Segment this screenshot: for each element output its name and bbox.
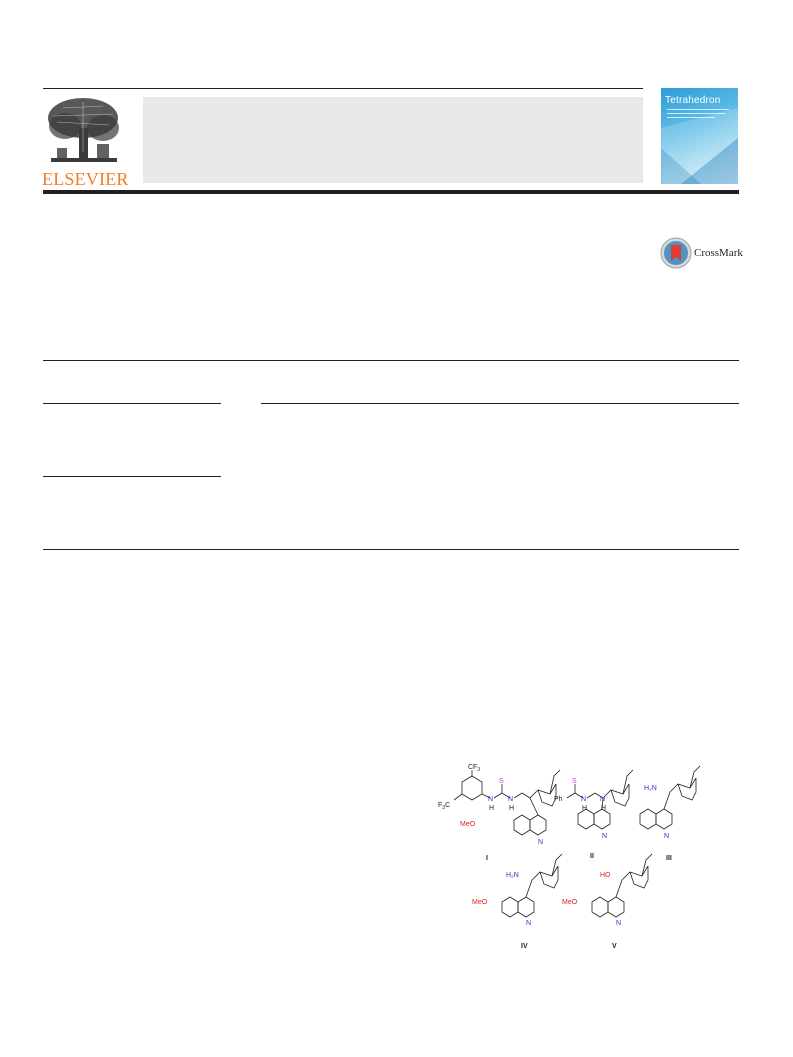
- compound-label: II: [590, 853, 594, 860]
- hydrogen-label: H: [489, 805, 495, 812]
- hydrogen-label: H: [601, 805, 607, 812]
- article-info-top-rule: [43, 360, 739, 361]
- methoxy-label: MeO: [562, 899, 578, 906]
- keywords-header-rule: [43, 476, 221, 477]
- amine-label: H₂N: [506, 872, 519, 879]
- phenyl-label: Ph: [554, 796, 563, 803]
- header-bottom-rule: [43, 190, 739, 194]
- article-info-header-rule: [43, 403, 221, 404]
- nitrogen-label: N: [581, 796, 587, 803]
- amine-label: H₂N: [644, 785, 657, 792]
- sulfur-label: S: [499, 778, 504, 785]
- nitrogen-label: N: [600, 796, 606, 803]
- quinoline-ring-a: [514, 815, 530, 835]
- nitrogen-label: N: [602, 833, 608, 840]
- abstract-header-rule: [261, 403, 739, 404]
- hydroxyl-label: HO: [600, 872, 611, 879]
- methoxy-label: MeO: [460, 821, 476, 828]
- nitrogen-label: N: [538, 839, 544, 846]
- hydrogen-label: H: [582, 805, 588, 812]
- compound-label: V: [612, 943, 617, 950]
- quinoline-ring-b: [530, 815, 546, 835]
- journal-banner: [143, 97, 643, 183]
- aryl-ring: [462, 776, 482, 800]
- methoxy-label: MeO: [472, 899, 488, 906]
- nitrogen-label: N: [508, 796, 514, 803]
- f3c-label: $F_3C$: [438, 802, 451, 811]
- compound-label: I: [486, 855, 488, 862]
- hydrogen-label: H: [509, 805, 515, 812]
- cover-journal-title: Tetrahedron: [665, 95, 721, 106]
- nitrogen-label: N: [488, 796, 494, 803]
- cover-text-line: [667, 109, 729, 110]
- catalyst-structures-scheme: [432, 762, 732, 957]
- cover-text-line: [667, 113, 725, 114]
- compound-label: III: [666, 855, 672, 862]
- cover-text-line: [667, 117, 715, 118]
- sulfur-label: S: [572, 778, 577, 785]
- quinuclidine: [530, 784, 556, 806]
- cf3-label: $CF_3$: [468, 764, 481, 773]
- crossmark-label[interactable]: CrossMark: [694, 247, 743, 259]
- header-top-rule: [43, 88, 643, 89]
- journal-cover-thumbnail[interactable]: [661, 88, 738, 184]
- article-info-bottom-rule: [43, 549, 739, 550]
- publisher-wordmark: ELSEVIER: [42, 169, 129, 189]
- nitrogen-label: N: [526, 920, 532, 927]
- nitrogen-label: N: [664, 833, 670, 840]
- compound-label: IV: [521, 943, 528, 950]
- nitrogen-label: N: [616, 920, 622, 927]
